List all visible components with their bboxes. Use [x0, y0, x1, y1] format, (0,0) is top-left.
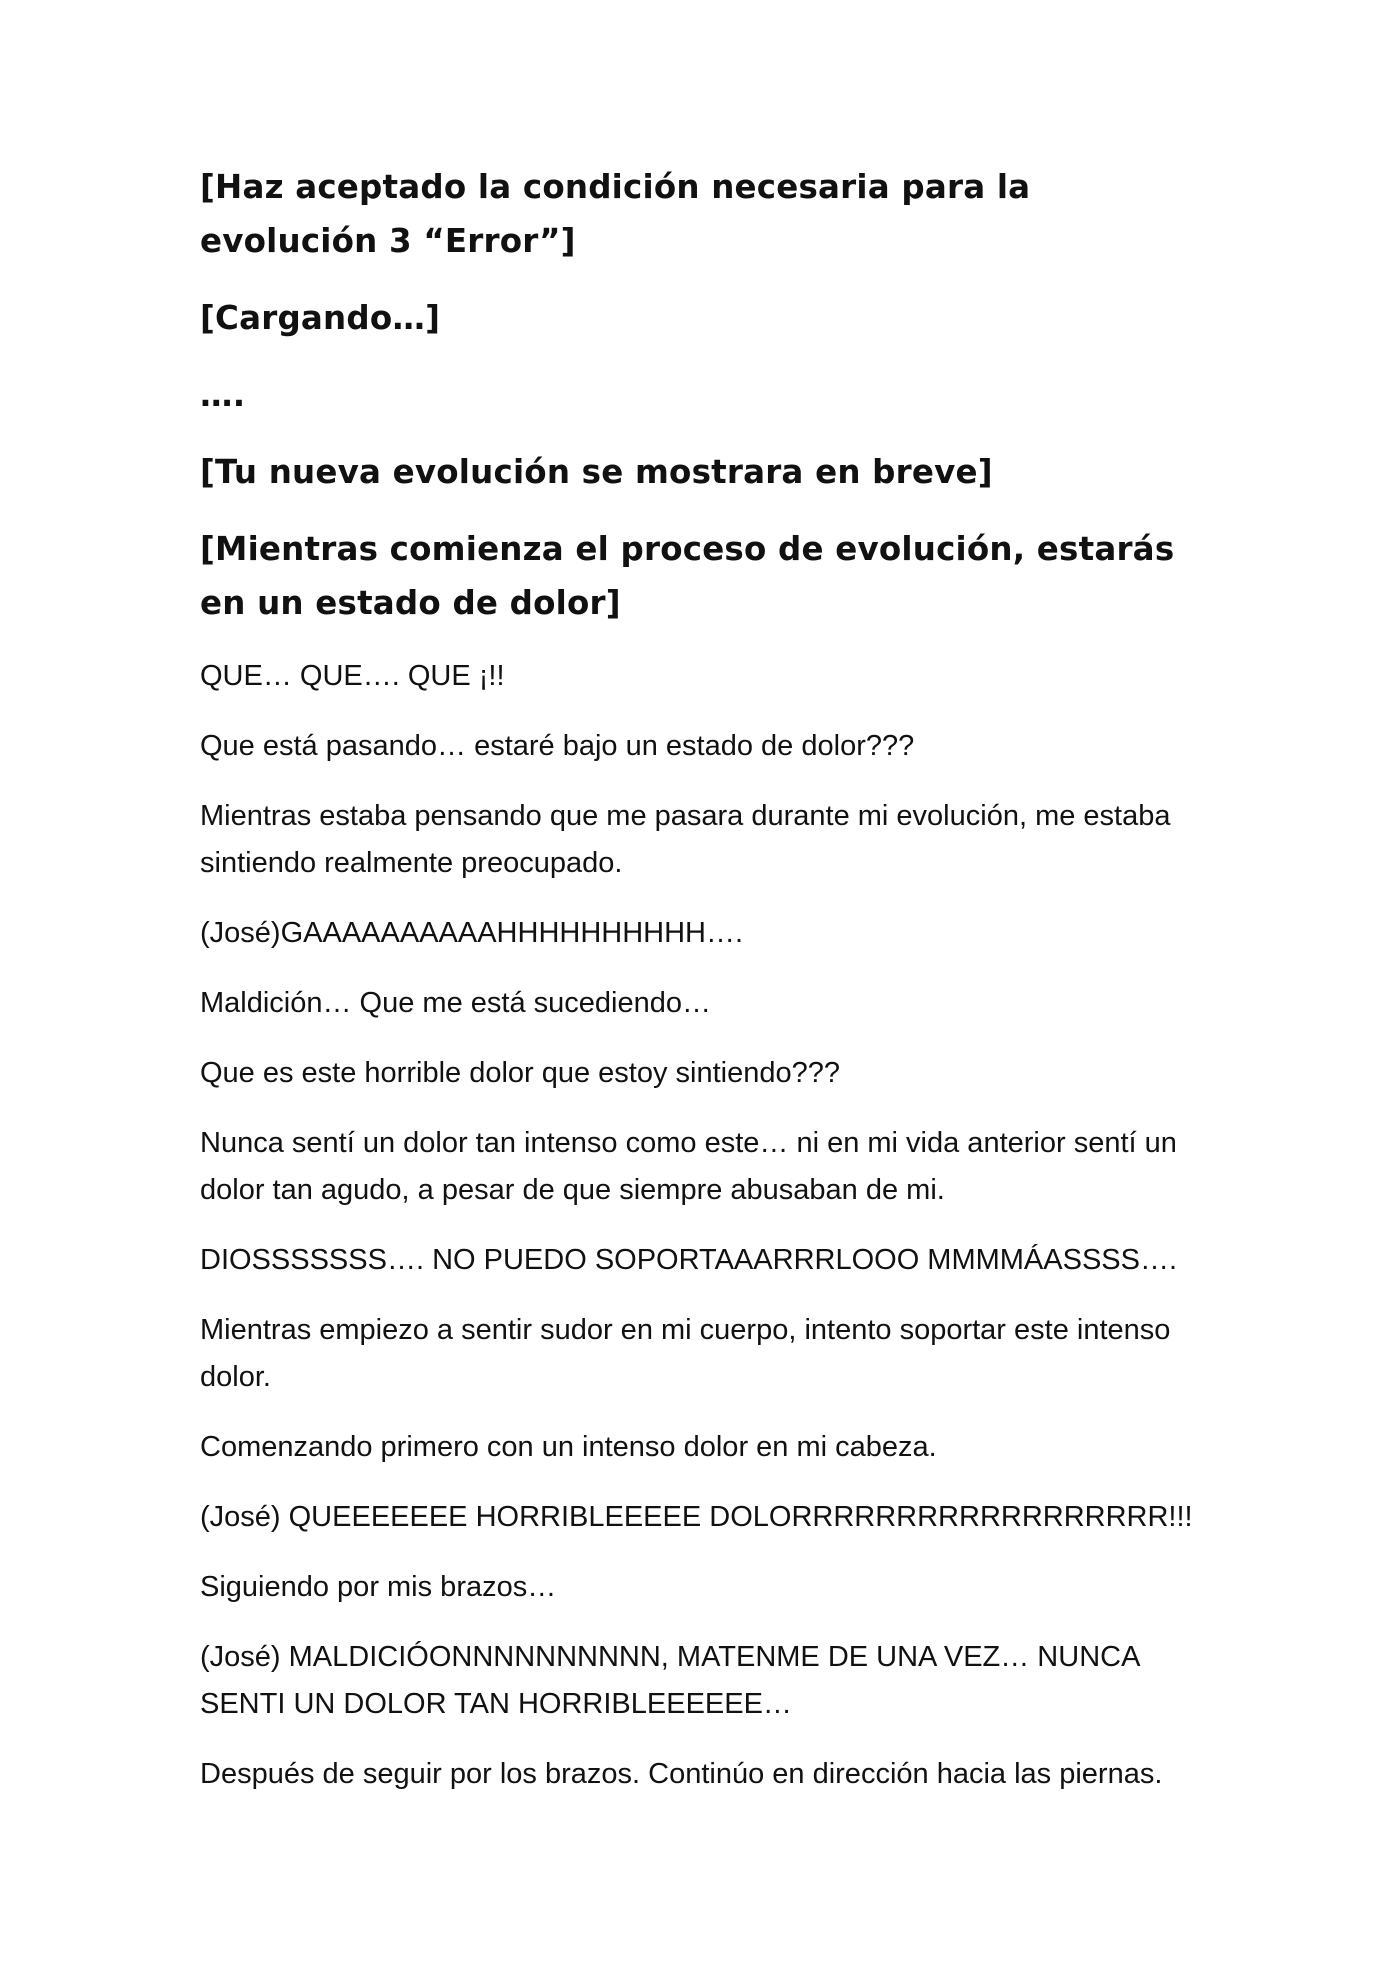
paragraph: (José) QUEEEEEEE HORRIBLEEEEE DOLORRRRRRRRRRRRRRRRRR!!!: [200, 1501, 1193, 1533]
paragraph: Maldición… Que me está sucediendo…: [200, 987, 711, 1019]
paragraph: Que es este horrible dolor que estoy sintiendo???: [200, 1057, 841, 1089]
paragraph: Comenzando primero con un intenso dolor en mi cabeza.: [200, 1431, 937, 1463]
system-message-evolution-condition: [Haz aceptado la condición necesaria para la evolución 3 “Error”]: [200, 168, 1031, 260]
paragraph: Después de seguir por los brazos. Continúo en dirección hacia las piernas.: [200, 1758, 1163, 1790]
paragraph: (José) MALDICIÓONNNNNNNNNN, MATENME DE UNA VEZ… NUNCA SENTI UN DOLOR TAN HORRIBLEEEEEE…: [200, 1641, 1139, 1720]
paragraph: Siguiendo por mis brazos…: [200, 1571, 557, 1603]
paragraph: DIOSSSSSSS…. NO PUEDO SOPORTAAARRRLOOO MMMMÁASSSS….: [200, 1244, 1178, 1276]
paragraph: Mientras estaba pensando que me pasara durante mi evolución, me estaba sintiendo realmente preocupado.: [200, 800, 1171, 879]
paragraph: Que está pasando… estaré bajo un estado de dolor???: [200, 730, 915, 762]
system-message-new-evolution: [Tu nueva evolución se mostrara en breve]: [200, 453, 993, 491]
paragraph: Mientras empiezo a sentir sudor en mi cuerpo, intento soportar este intenso dolor.: [200, 1314, 1171, 1393]
paragraph: QUE… QUE…. QUE ¡!!: [200, 660, 505, 692]
system-message-pain-state: [Mientras comienza el proceso de evolución, estarás en un estado de dolor]: [200, 530, 1175, 622]
paragraph: (José)GAAAAAAAAAAHHHHHHHHHH….: [200, 917, 744, 949]
system-message-loading: [Cargando…]: [200, 299, 441, 337]
system-message-ellipsis: ….: [200, 376, 246, 414]
paragraph: Nunca sentí un dolor tan intenso como este… ni en mi vida anterior sentí un dolor tan agudo, a pesar de que siempre abusaban de mi.: [200, 1127, 1177, 1206]
document-body: [200, 160, 1210, 1821]
